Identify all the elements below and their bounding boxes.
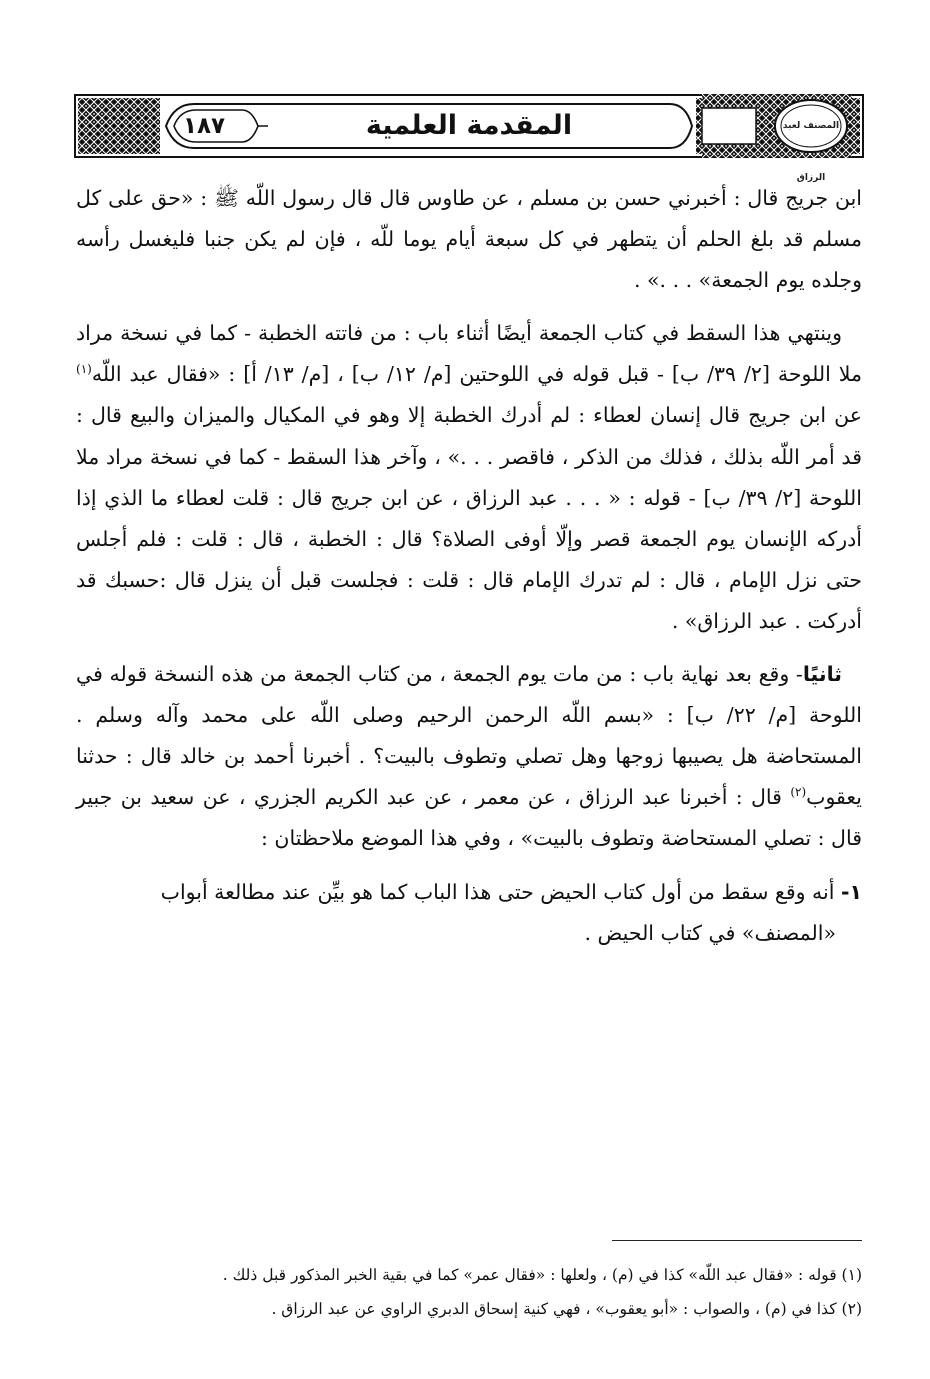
book-seal [778, 100, 844, 183]
page-number: ١٨٧ [182, 113, 226, 139]
list-item-number: ١- [840, 879, 862, 904]
page-header [74, 94, 864, 183]
paragraph-3-part-b: قال : أخبرنا عبد الرزاق ، عن معمر ، عن عبد الكريم الجزري ، عن سعيد بن جبير قال : تصلي المستحاضة وتطوف بالبيت» ، وفي هذا الموضع ملاحظتان : [76, 785, 862, 851]
footnote-2: (٢) كذا في (م) ، والصواب : «أبو يعقوب» ، فهي كنية إسحاق الدبري الراوي عن عبد الرزاق . [271, 1300, 862, 1318]
seal-text: المصنف لعبد الرزاق [782, 121, 840, 183]
paragraph-3-lead: ثانيًا [802, 662, 842, 687]
list-item-1 [76, 872, 862, 954]
footnotes [80, 1258, 862, 1326]
paragraph-3 [76, 654, 862, 859]
paragraph-2-part-a: وينتهي هذا السقط في كتاب الجمعة أيضًا أثناء باب : من فاتته الخطبة - كما في نسخة مراد ملا اللوحة [٢/ ٣٩/ ب] - قبل قوله في اللوحتين [م/ ١٢/ ب] ، [م/ ١٣/ أ] : «فقال عبد اللّه [76, 321, 862, 387]
footnote-ref-2[interactable]: (٢) [790, 785, 807, 800]
paragraph-3-part-a: - وقع بعد نهاية باب : من مات يوم الجمعة ، من كتاب الجمعة من هذه النسخة قوله في اللوحة [م/ ٢٢/ ب] : «بسم اللّه الرحمن الرحيم وصلى اللّه على محمد وآله وسلم . المستحاضة هل يصيبها زوجها وهل تصلي وتطوف بالبيت؟ . أخبرنا أحمد بن خالد قال : حدثنا يعقوب [76, 662, 862, 810]
paragraph-1: ابن جريج قال : أخبرني حسن بن مسلم ، عن طاوس قال قال رسول اللّه ﷺ : «حق على كل مسلم قد بلغ الحلم أن يتطهر في كل سبعة أيام يوما للّه ، فإن لم يكن جنبا فليغسل رأسه وجلده يوم الجمعة» . . .» . [76, 186, 862, 293]
footnote-divider [612, 1240, 862, 1241]
footnote-1: (١) قوله : «فقال عبد اللّه» كذا في (م) ، ولعلها : «فقال عمر» كما في بقية الخبر المذكور قبل ذلك . [222, 1266, 862, 1284]
paragraph-2-part-b: عن ابن جريج قال إنسان لعطاء : لم أدرك الخطبة إلا وهو في المكيال والميزان والبيع قال : قد أمر اللّه بذلك ، فذلك من الذكر ، فاقصر . . .» ، وآخر هذا السقط - كما في نسخة مراد ملا اللوحة [٢/ ٣٩/ ب] - قوله : « . . . عبد الرزاق ، عن ابن جريج قال : قلت لعطاء ما الذي إذا أدركه الإنسان يوم الجمعة قصر وإلّا أوفى الصلاة؟ قال : الخطبة ، قال : قلت : فلم أجلس حتى نزل الإمام ، قال : لم تدرك الإمام قال : قلت : فجلست قبل أن ينزل قال :حسبك قد أدركت . عبد الرزاق» . [76, 403, 862, 633]
main-text [76, 178, 862, 954]
footnote-ref-1[interactable]: (١) [76, 362, 92, 377]
page-title: المقدمة العلمية [365, 110, 573, 141]
paragraph-2 [76, 313, 862, 642]
list-item-continuation: «المصنف» في كتاب الحيض . [584, 920, 836, 945]
list-item-text: أنه وقع سقط من أول كتاب الحيض حتى هذا الباب كما هو بيِّن عند مطالعة أبواب [160, 879, 841, 904]
